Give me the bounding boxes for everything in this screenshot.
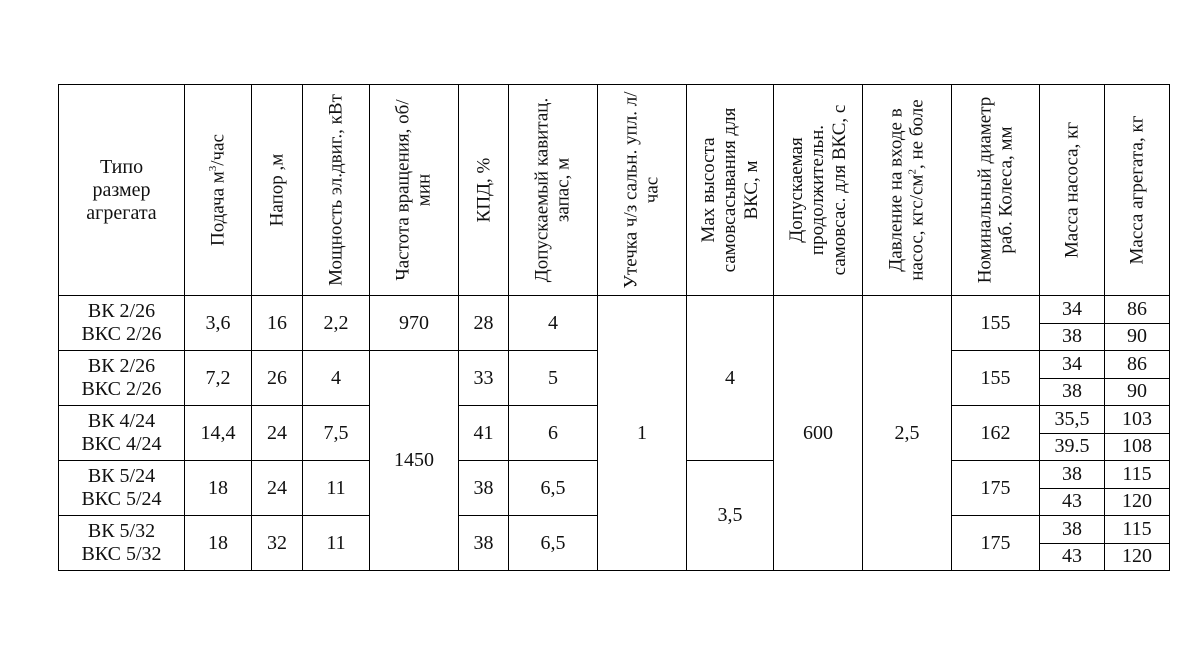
header-inlet-pressure-suffix: , не боле	[907, 99, 928, 170]
inlet-pressure-cell: 2,5	[863, 296, 952, 571]
rpm-cell: 970	[370, 296, 459, 351]
header-rpm	[370, 85, 459, 296]
unit-mass-cell: 108	[1105, 433, 1170, 461]
power-cell: 4	[303, 351, 370, 406]
pump-mass-cell: 38	[1040, 516, 1105, 544]
header-head-label: Напор ,м	[266, 153, 288, 227]
efficiency-cell: 38	[459, 516, 509, 571]
model-name: ВКС 2/26	[81, 378, 162, 400]
pump-mass-cell: 39.5	[1040, 433, 1105, 461]
unit-mass-cell: 90	[1105, 378, 1170, 406]
cavitation-cell: 5	[509, 351, 598, 406]
diameter-cell: 175	[952, 516, 1040, 571]
flow-cell: 14,4	[185, 406, 252, 461]
power-cell: 11	[303, 516, 370, 571]
unit-mass-cell: 86	[1105, 296, 1170, 324]
model-name-cell	[59, 516, 185, 571]
header-suction-duration-label: Допускаемая продолжительн. самовсас. для ВКС, с	[786, 104, 850, 276]
unit-mass-cell: 90	[1105, 323, 1170, 351]
efficiency-cell: 38	[459, 461, 509, 516]
model-name: ВКС 4/24	[81, 433, 162, 455]
header-pump-mass-label: Масса насоса, кг	[1061, 121, 1083, 259]
header-cavitation	[509, 85, 598, 296]
header-inlet-pressure	[863, 85, 952, 296]
model-name: ВК 2/26	[87, 355, 156, 377]
header-flow-sup: 3	[207, 165, 220, 172]
header-rpm-label: Частота вращения, об/мин	[392, 99, 435, 281]
cavitation-cell: 4	[509, 296, 598, 351]
header-power-label: Мощность эл.двиг., кВт	[325, 94, 347, 286]
flow-cell: 3,6	[185, 296, 252, 351]
model-name-cell	[59, 351, 185, 406]
head-cell: 24	[252, 461, 303, 516]
efficiency-cell: 41	[459, 406, 509, 461]
flow-cell: 18	[185, 461, 252, 516]
unit-mass-cell: 115	[1105, 461, 1170, 489]
header-efficiency	[459, 85, 509, 296]
unit-mass-cell: 120	[1105, 543, 1170, 571]
pump-mass-cell: 34	[1040, 351, 1105, 379]
unit-mass-cell: 86	[1105, 351, 1170, 379]
cavitation-cell: 6,5	[509, 516, 598, 571]
head-cell: 16	[252, 296, 303, 351]
header-row	[59, 85, 1170, 296]
power-cell: 11	[303, 461, 370, 516]
model-name-cell	[59, 406, 185, 461]
unit-mass-cell: 103	[1105, 406, 1170, 434]
model-name: ВК 2/26	[87, 300, 156, 322]
suction-duration-cell: 600	[774, 296, 863, 571]
pump-mass-cell: 43	[1040, 543, 1105, 571]
power-cell: 7,5	[303, 406, 370, 461]
leakage-cell: 1	[598, 296, 687, 571]
unit-mass-cell: 120	[1105, 488, 1170, 516]
header-head	[252, 85, 303, 296]
efficiency-cell: 33	[459, 351, 509, 406]
cavitation-cell: 6	[509, 406, 598, 461]
table-row	[59, 296, 1170, 324]
header-cavitation-label: Допускаемый кавитац. запас, м	[531, 97, 574, 283]
header-inlet-pressure-label: Давление на входе в насос, кгс/см	[885, 108, 928, 281]
pump-mass-cell: 38	[1040, 323, 1105, 351]
model-name: ВКС 5/32	[81, 543, 162, 565]
header-power	[303, 85, 370, 296]
head-cell: 26	[252, 351, 303, 406]
header-flow-label: Подача м	[207, 171, 229, 246]
header-flow-unit: /час	[207, 134, 229, 166]
diameter-cell: 155	[952, 296, 1040, 351]
model-name-cell	[59, 296, 185, 351]
header-type-size-line: Типо	[99, 155, 144, 178]
unit-mass-cell: 115	[1105, 516, 1170, 544]
diameter-cell: 175	[952, 461, 1040, 516]
header-suction-height	[687, 85, 774, 296]
model-name: ВКС 2/26	[81, 323, 162, 345]
model-name: ВК 4/24	[87, 410, 156, 432]
header-unit-mass-label: Масса агрегата, кг	[1126, 115, 1148, 265]
flow-cell: 7,2	[185, 351, 252, 406]
header-type-size-line: размер	[92, 178, 151, 201]
cavitation-cell: 6,5	[509, 461, 598, 516]
header-type-size	[59, 85, 185, 296]
suction-height-cell: 3,5	[687, 461, 774, 571]
header-suction-height-label: Max высоста самовсасывания для ВКС, м	[698, 107, 762, 273]
pump-spec-table	[58, 84, 1170, 571]
pump-mass-cell: 34	[1040, 296, 1105, 324]
flow-cell: 18	[185, 516, 252, 571]
pump-mass-cell: 38	[1040, 461, 1105, 489]
head-cell: 32	[252, 516, 303, 571]
power-cell: 2,2	[303, 296, 370, 351]
header-pump-mass	[1040, 85, 1105, 296]
model-name: ВК 5/32	[87, 520, 156, 542]
diameter-cell: 162	[952, 406, 1040, 461]
pump-mass-cell: 35,5	[1040, 406, 1105, 434]
head-cell: 24	[252, 406, 303, 461]
efficiency-cell: 28	[459, 296, 509, 351]
header-suction-duration	[774, 85, 863, 296]
header-flow	[185, 85, 252, 296]
rpm-cell: 1450	[370, 351, 459, 571]
header-leakage-label: Утечка ч/з сальн. упл. л/час	[620, 91, 663, 289]
diameter-cell: 155	[952, 351, 1040, 406]
header-impeller-diameter-label: Номинальный диаметр раб. Колеса, мм	[974, 96, 1017, 284]
pump-mass-cell: 43	[1040, 488, 1105, 516]
pump-mass-cell: 38	[1040, 378, 1105, 406]
header-efficiency-label: КПД, %	[472, 157, 494, 223]
header-impeller-diameter	[952, 85, 1040, 296]
header-leakage	[598, 85, 687, 296]
header-inlet-pressure-sup: 2	[906, 169, 919, 175]
header-type-size-line: агрегата	[86, 201, 157, 224]
model-name: ВК 5/24	[87, 465, 156, 487]
model-name: ВКС 5/24	[81, 488, 162, 510]
header-unit-mass	[1105, 85, 1170, 296]
suction-height-cell: 4	[687, 296, 774, 461]
model-name-cell	[59, 461, 185, 516]
